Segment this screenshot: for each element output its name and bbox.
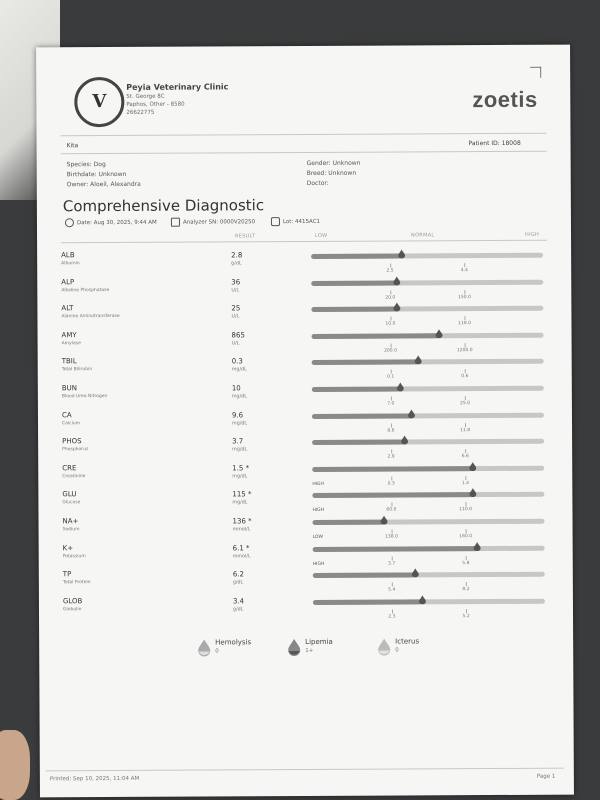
analyte-row: [37, 275, 571, 304]
ref-high-value: 4.4: [460, 268, 468, 274]
analyte-row: [38, 488, 572, 517]
ref-tick-high: [465, 316, 466, 320]
ref-high-value: 110.0: [459, 507, 473, 513]
analyte-unit: U/L: [231, 314, 240, 320]
ref-high-value: 150.0: [458, 294, 471, 300]
analyte-result: 1.5 *: [232, 464, 250, 473]
result-marker-icon: [394, 276, 401, 285]
report-date-text: Date: Aug 30, 2025, 9:44 AM: [76, 219, 157, 227]
analyte-row: [37, 302, 571, 331]
analyte-name: Sodium: [62, 527, 80, 533]
ref-tick-high: [465, 423, 466, 427]
ref-tick-low: [392, 556, 393, 560]
ref-low-value: 8.6: [387, 428, 395, 434]
hemolysis-label: Hemolysis: [215, 638, 252, 647]
analyte-name: Glucose: [62, 500, 81, 506]
clinic-name: Peyia Veterinary Clinic: [126, 82, 229, 92]
icterus-value: 0: [395, 647, 399, 654]
analyte-name: Alanine Aminotransferase: [61, 314, 120, 320]
ref-tick-low: [392, 583, 393, 587]
analyte-unit: mmol/L: [232, 553, 251, 559]
corner-mark: [530, 67, 541, 78]
analyte-code: GLU: [62, 490, 77, 499]
owner-field: Owner: Aloeil, Alexandra: [66, 180, 141, 189]
divider: [61, 151, 547, 155]
patient-id: Patient ID: 18008: [468, 139, 521, 148]
analyte-code: CRE: [62, 463, 77, 473]
clinic-phone: 26622775: [126, 109, 155, 116]
ref-high-value: 1.4: [461, 480, 470, 486]
analyte-row: [38, 435, 572, 464]
ref-low-value: 2.3: [388, 614, 396, 620]
analyte-result: 25: [231, 304, 241, 313]
ref-low-value: 0.3: [387, 481, 395, 487]
ref-low-value: 200.0: [384, 348, 397, 354]
report-title: Comprehensive Diagnostic: [62, 196, 265, 216]
result-marker-icon: [396, 382, 403, 391]
analyte-code: PHOS: [62, 437, 82, 446]
range-bar-fill: [312, 440, 405, 445]
ref-low-value: 20.0: [385, 295, 396, 301]
analyzer-icon: [171, 218, 180, 227]
ref-low-value: 10.0: [385, 321, 396, 327]
abnormal-flag: HIGH: [312, 481, 324, 487]
abnormal-flag: HIGH: [312, 561, 325, 567]
analyte-code: AMY: [61, 330, 77, 340]
analyte-name: Amylase: [61, 340, 81, 347]
analyte-row: [38, 328, 572, 357]
result-marker-icon: [436, 329, 443, 338]
analyte-code: ALP: [61, 277, 75, 286]
analyte-result: 6.2: [232, 570, 244, 579]
range-bar-fill: [313, 520, 385, 525]
ref-tick-low: [391, 530, 392, 534]
icterus-index: [377, 637, 420, 660]
analyte-code: GLOB: [62, 596, 83, 606]
ref-tick-high: [466, 582, 467, 586]
analyte-unit: mg/dL: [231, 394, 247, 400]
analyte-code: ALB: [61, 251, 75, 260]
analyte-name: Total Protein: [62, 580, 91, 586]
lipemia-label: Lipemia: [305, 637, 333, 647]
analyte-name: Blood Urea Nitrogen: [61, 394, 108, 400]
range-bar: [312, 386, 544, 407]
analyte-name: Calcium: [61, 420, 81, 426]
ref-tick-high: [466, 556, 467, 560]
ref-high-value: 1200.0: [456, 347, 473, 354]
analyte-unit: g/dL: [231, 261, 242, 267]
ref-low-value: 60.0: [386, 507, 397, 513]
ref-high-value: 118.0: [458, 321, 472, 327]
analyte-row: [39, 568, 573, 597]
ref-high-value: 25.0: [459, 401, 471, 407]
result-marker-icon: [474, 542, 481, 551]
divider: [61, 240, 547, 244]
analyte-code: K+: [62, 543, 74, 552]
analyte-result: 6.1 *: [232, 543, 250, 552]
clock-icon: [65, 218, 74, 227]
analyte-row: [39, 541, 573, 570]
droplet-icon: [377, 638, 391, 656]
droplet-icon: [197, 638, 211, 656]
analyte-result: 865: [231, 331, 245, 340]
column-header-result: RESULT: [235, 233, 256, 240]
analyte-row: [38, 355, 572, 384]
analyte-name: Creatinine: [62, 473, 86, 480]
divider: [61, 133, 547, 137]
lot-number-text: Lot: 4415AC1: [282, 218, 321, 226]
thumb: [0, 730, 30, 800]
result-marker-icon: [408, 409, 415, 418]
cartridge-icon: [271, 217, 280, 226]
lab-report-page: [36, 45, 574, 798]
analyzer-serial: [171, 217, 255, 226]
range-bar: [312, 412, 544, 434]
ref-tick-low: [391, 370, 392, 374]
range-bar: [311, 279, 543, 301]
analyte-result: 0.3: [231, 357, 243, 366]
range-bar: [312, 492, 544, 514]
analyte-unit: mg/dL: [232, 474, 248, 480]
ref-tick-high: [465, 449, 466, 453]
ref-low-value: 138.0: [385, 534, 398, 540]
ref-tick-low: [390, 290, 391, 294]
result-marker-icon: [398, 249, 405, 258]
analyte-code: BUN: [61, 384, 78, 393]
icterus-label: Icterus: [395, 637, 420, 646]
range-bar: [312, 545, 545, 567]
analyte-row: [38, 408, 572, 437]
column-header-normal: NORMAL: [411, 232, 435, 239]
ref-low-value: 0.1: [387, 374, 395, 380]
ref-tick-low: [391, 476, 392, 480]
analyte-name: Phosphorus: [62, 447, 89, 453]
ref-high-value: 5.8: [462, 560, 470, 566]
analyte-name: Albumin: [61, 261, 80, 267]
ref-low-value: 5.4: [388, 587, 396, 593]
range-bar: [312, 333, 544, 354]
report-date: [65, 218, 157, 227]
patient-name: Kita: [66, 142, 79, 150]
ref-tick-low: [390, 343, 391, 347]
analyte-code: TP: [62, 570, 72, 579]
page-number: Page 1: [536, 773, 556, 780]
analyte-result: 136 *: [232, 517, 252, 526]
result-marker-icon: [418, 595, 425, 604]
analyte-unit: mg/dL: [231, 420, 248, 426]
ref-tick-low: [391, 450, 392, 454]
range-bar-fill: [313, 573, 415, 579]
ref-tick-high: [466, 529, 467, 533]
lot-number: [271, 217, 320, 226]
range-bar: [311, 306, 543, 327]
analyte-row: [39, 594, 573, 623]
abnormal-flag: HIGH: [312, 508, 325, 514]
abnormal-flag: LOW: [312, 534, 323, 540]
clinic-logo-letter: V: [92, 91, 107, 113]
analyte-unit: U/L: [231, 287, 240, 293]
analyte-unit: g/dL: [232, 580, 244, 586]
hemolysis-index: [197, 638, 252, 660]
ref-tick-high: [466, 503, 467, 507]
analyte-unit: mg/dL: [231, 367, 247, 373]
ref-tick-high: [465, 370, 466, 374]
gender-field: Gender: Unknown: [306, 159, 361, 167]
clinic-address-line: Paphos, Other - 8580: [126, 101, 185, 108]
ref-tick-low: [391, 397, 392, 401]
range-bar: [312, 439, 544, 460]
ref-tick-high: [464, 290, 465, 294]
lipemia-value: 1+: [305, 647, 314, 655]
analyte-row: [39, 515, 573, 544]
analyte-unit: g/dL: [232, 607, 244, 613]
ref-tick-high: [465, 476, 466, 480]
ref-tick-low: [390, 264, 391, 268]
analyte-result: 3.4: [232, 597, 245, 606]
range-bar: [312, 359, 544, 380]
analyte-unit: mmol/L: [232, 527, 251, 533]
divider: [46, 768, 564, 772]
analyte-result: 10: [231, 384, 241, 393]
range-bar-fill: [311, 253, 401, 258]
result-marker-icon: [469, 488, 476, 497]
analyte-name: Globulin: [62, 606, 82, 613]
analyte-name: Total Bilirubin: [61, 367, 93, 373]
ref-tick-low: [390, 317, 391, 321]
lipemia-index: [287, 637, 333, 660]
range-bar: [313, 599, 545, 620]
analyte-row: [37, 249, 571, 278]
column-header-low: LOW: [315, 232, 328, 239]
analyte-result: 115 *: [232, 490, 252, 499]
ref-tick-high: [464, 263, 465, 267]
range-bar-fill: [312, 333, 440, 339]
ref-tick-high: [465, 396, 466, 400]
range-bar-fill: [312, 493, 472, 499]
range-bar-fill: [313, 546, 478, 552]
droplet-icon: [287, 638, 301, 656]
ref-high-value: 160.0: [459, 534, 473, 540]
species-field: Species: Dog: [66, 161, 106, 169]
ref-low-value: 3.7: [388, 561, 396, 567]
range-bar-fill: [312, 466, 472, 472]
result-marker-icon: [394, 303, 401, 312]
result-marker-icon: [469, 462, 476, 471]
range-bar: [311, 253, 543, 274]
analyte-code: TBIL: [61, 357, 77, 366]
printed-timestamp: Printed: Sep 10, 2025, 11:04 AM: [49, 775, 140, 783]
analyte-name: Potassium: [62, 553, 86, 559]
analyte-result: 9.6: [231, 410, 244, 419]
analyte-result: 36: [231, 277, 241, 286]
result-marker-icon: [401, 436, 408, 445]
range-bar: [312, 519, 545, 540]
ref-tick-high: [466, 609, 467, 613]
ref-high-value: 8.2: [462, 587, 470, 593]
column-header-high: HIGH: [525, 231, 540, 238]
analyte-unit: mg/dL: [232, 500, 248, 506]
analyte-unit: mg/dL: [232, 447, 248, 453]
hemolysis-value: 0: [215, 648, 219, 655]
analyte-row: [38, 461, 572, 490]
ref-tick-low: [391, 423, 392, 427]
analyte-result: 3.7: [232, 437, 244, 446]
analyte-code: ALT: [61, 304, 74, 313]
result-marker-icon: [411, 569, 418, 578]
range-bar-fill: [313, 599, 422, 605]
ref-tick-low: [391, 503, 392, 507]
brand-logo: zoetis: [472, 86, 538, 113]
clinic-address-line: St. George 8C: [126, 93, 165, 100]
analyte-unit: U/L: [231, 341, 240, 347]
ref-low-value: 2.5: [386, 268, 394, 274]
ref-low-value: 7.0: [387, 401, 395, 407]
ref-tick-low: [392, 609, 393, 613]
range-bar-fill: [311, 307, 397, 312]
ref-tick-high: [465, 343, 466, 347]
analyte-code: CA: [61, 410, 72, 419]
birthdate-field: Birthdate: Unknown: [66, 170, 127, 179]
analyte-code: NA+: [62, 517, 79, 526]
clinic-logo: [74, 77, 124, 127]
breed-field: Breed: Unknown: [306, 169, 357, 177]
range-bar: [312, 466, 544, 487]
range-bar-fill: [312, 413, 412, 419]
analyzer-serial-text: Analyzer SN: 0000V20250: [182, 219, 256, 226]
range-bar-fill: [311, 280, 397, 285]
result-marker-icon: [415, 356, 422, 365]
result-marker-icon: [381, 516, 388, 525]
range-bar: [313, 572, 545, 593]
range-bar-fill: [312, 360, 419, 366]
doctor-field: Doctor:: [306, 179, 329, 187]
ref-low-value: 2.9: [387, 454, 395, 460]
range-bar-fill: [312, 387, 400, 392]
ref-high-value: 0.6: [461, 374, 469, 380]
analyte-row: [38, 382, 572, 411]
ref-high-value: 11.8: [460, 427, 471, 433]
analyte-name: Alkaline Phosphatase: [61, 287, 110, 293]
ref-high-value: 6.6: [461, 454, 469, 460]
ref-high-value: 5.2: [462, 613, 470, 619]
analyte-result: 2.8: [231, 251, 243, 260]
